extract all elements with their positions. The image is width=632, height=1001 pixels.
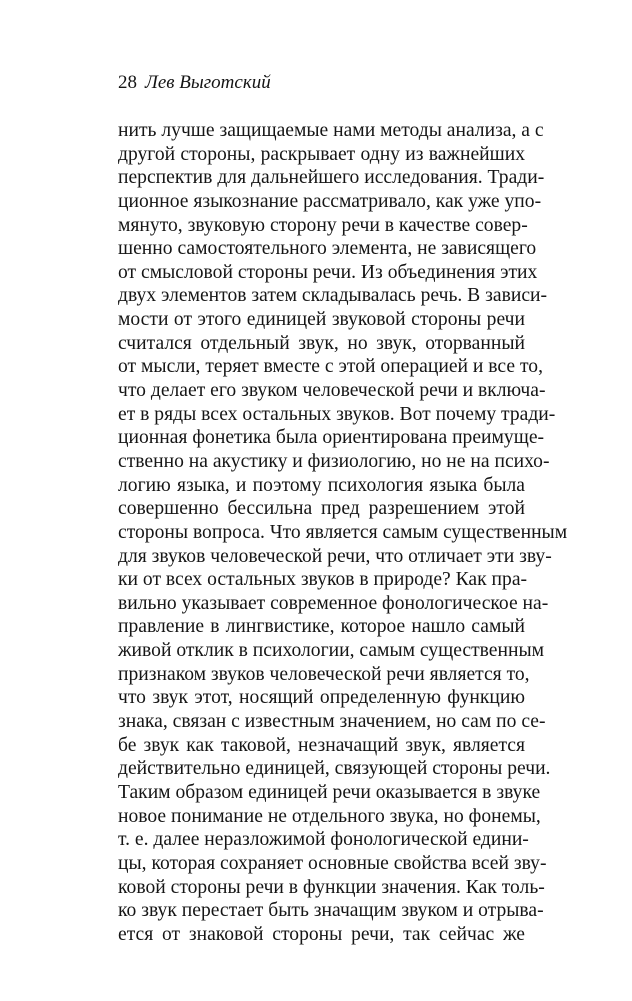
text-line: Таким образом единицей речи оказывается в звуке [118, 781, 541, 803]
text-line: ки от всех остальных звуков в природе? Как пра- [118, 569, 528, 591]
text-line: ется от знаковой стороны речи, так сейчас же [118, 923, 525, 945]
page-number: 28 [118, 72, 137, 93]
text-line: действительно единицей, связующей стороны речи. [118, 758, 551, 780]
text-line: логию языка, и поэтому психология языка была [118, 474, 525, 496]
text-line: двух элементов затем складывалась речь. В зависи- [118, 285, 548, 307]
text-line: вильно указывает современное фонологическое на- [118, 592, 549, 614]
running-head-author: Лев Выготский [145, 72, 271, 93]
text-line: живой отклик в психологии, самым существенным [118, 640, 545, 662]
text-line: что делает его звуком человеческой речи и включа- [118, 380, 546, 402]
text-line: шенно самостоятельного элемента, не зависящего [118, 238, 537, 260]
text-line: мянуто, звуковую сторону речи в качестве совер- [118, 214, 528, 236]
text-line: ственно на акустику и физиологию, но не на психо- [118, 450, 550, 472]
text-line: ковой стороны речи в функции значения. Как толь- [118, 876, 545, 898]
text-line: другой стороны, раскрывает одну из важнейших [118, 143, 525, 165]
text-line: ционная фонетика была ориентирована преимуще- [118, 427, 545, 449]
text-line: от мысли, теряет вместе с этой операцией и все то, [118, 356, 543, 378]
text-line: новое понимание не отдельного звука, но фонемы, [118, 805, 541, 827]
text-line: ционное языкознание рассматривало, как уже упо- [118, 190, 542, 212]
text-line: совершенно бессильна пред разрешением этой [118, 498, 525, 520]
text-line: т. е. далее неразложимой фонологической едини- [118, 829, 529, 851]
text-line: ет в ряды всех остальных звуков. Вот почему тради- [118, 403, 556, 425]
text-line: правление в лингвистике, которое нашло самый [118, 616, 525, 638]
text-line: ко звук перестает быть значащим звуком и отрыва- [118, 900, 544, 922]
text-line: для звуков человеческой речи, что отличает эти зву- [118, 545, 552, 567]
text-line: мости от этого единицей звуковой стороны речи [118, 309, 525, 331]
body-text [118, 119, 568, 946]
text-line: бе звук как таковой, незначащий звук, является [118, 734, 525, 756]
text-line: стороны вопроса. Что является самым существенным [118, 521, 568, 543]
text-line: что звук этот, носящий определенную функцию [118, 687, 525, 709]
running-head [118, 71, 271, 95]
text-line: считался отдельный звук, но звук, оторванный [118, 332, 525, 354]
text-line: признаком звуков человеческой речи является то, [118, 663, 530, 685]
text-line: нить лучше защищаемые нами методы анализа, а с [118, 120, 544, 141]
text-line: перспектив для дальнейшего исследования. Тради- [118, 167, 545, 189]
text-line: знака, связан с известным значением, но сам по се- [118, 711, 546, 733]
text-line: от смысловой стороны речи. Из объединения этих [118, 261, 538, 283]
text-line: цы, которая сохраняет основные свойства всей зву- [118, 852, 547, 874]
